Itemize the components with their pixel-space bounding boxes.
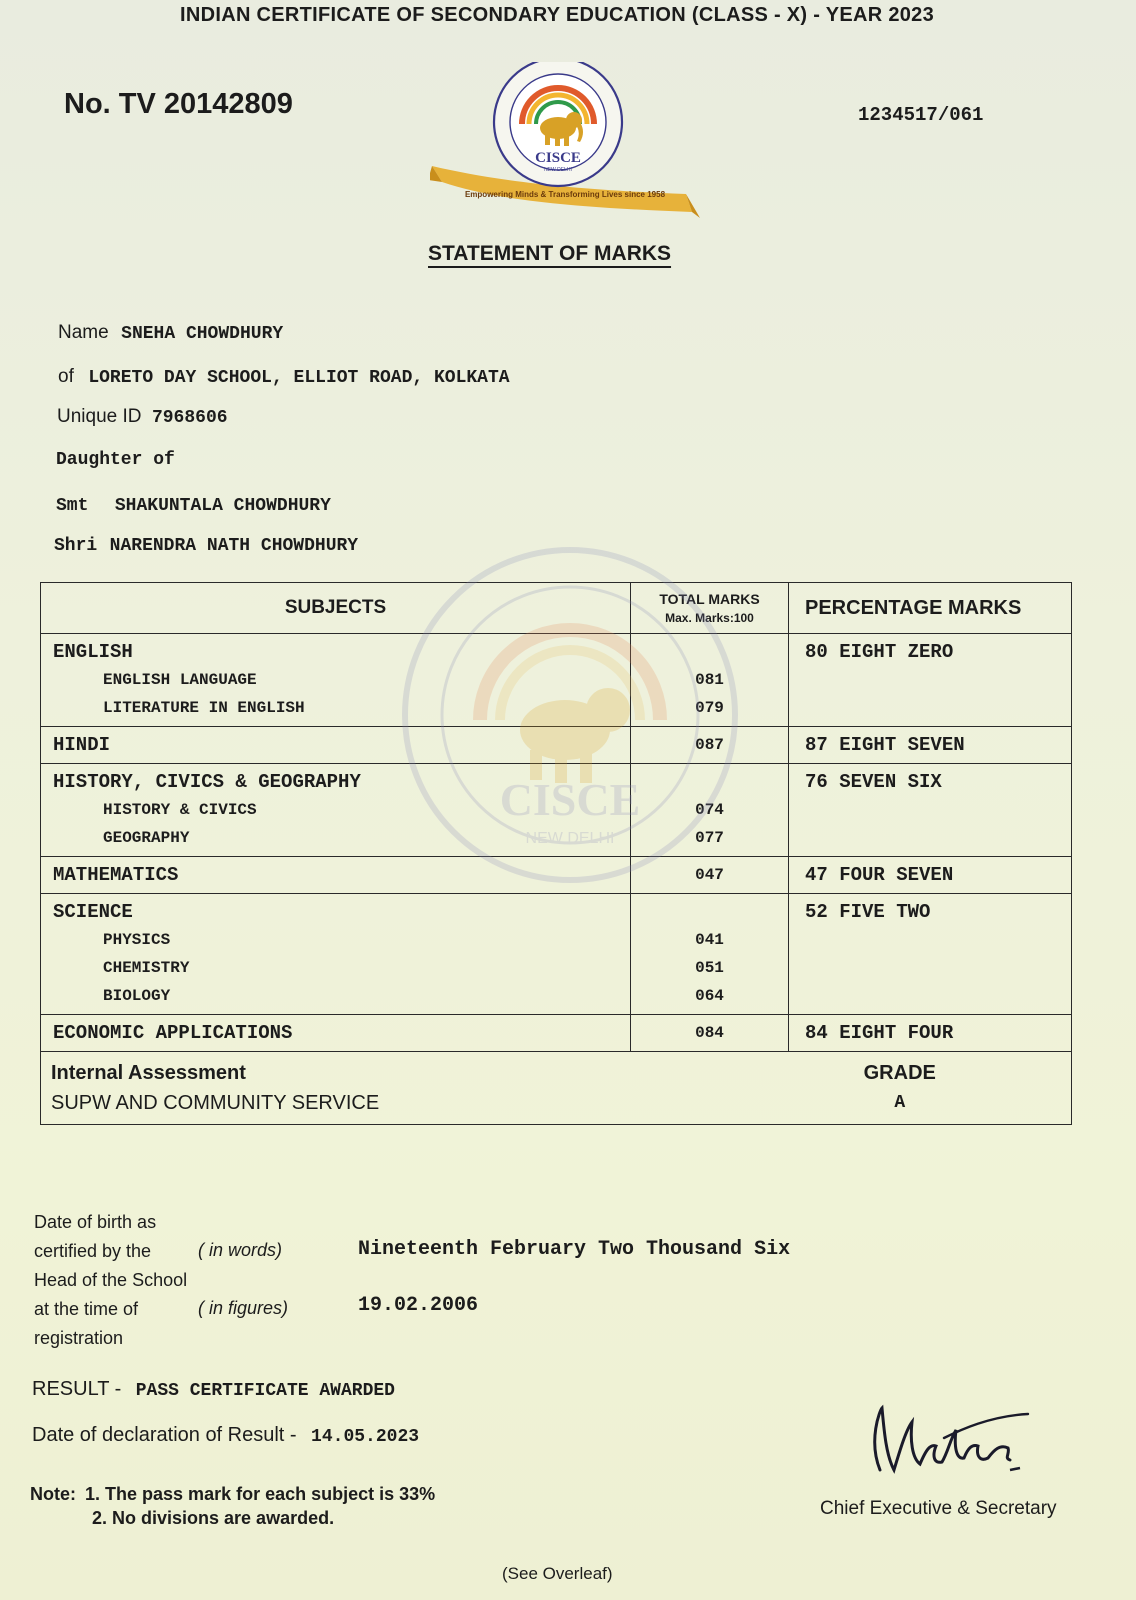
subject-name: SCIENCE <box>53 901 133 923</box>
elephant-icon <box>520 688 630 783</box>
declaration-row <box>32 1424 419 1447</box>
subject-part: ENGLISH LANGUAGE <box>103 671 257 689</box>
name-label: Name <box>58 322 109 343</box>
dob-figures: 19.02.2006 <box>358 1294 479 1317</box>
dob-words: Nineteenth February Two Thousand Six <box>358 1238 791 1261</box>
dob-label-line: certified by the <box>34 1241 152 1261</box>
subject-part: PHYSICS <box>103 931 171 949</box>
grade-label: GRADE <box>863 1062 936 1084</box>
subject-cell <box>41 1015 631 1052</box>
declaration-date: 14.05.2023 <box>311 1427 420 1447</box>
subject-name: ENGLISH <box>53 641 133 663</box>
certificate-number: No. TV 20142809 <box>64 88 293 120</box>
subject-marks: 084 <box>695 1024 724 1042</box>
part-marks: 077 <box>695 829 724 847</box>
signatory-title: Chief Executive & Secretary <box>820 1498 1057 1519</box>
total-marks-label: TOTAL MARKS <box>659 590 760 607</box>
subject-part: LITERATURE IN ENGLISH <box>103 699 305 717</box>
internal-assessment-row <box>41 1052 1072 1125</box>
subject-name: MATHEMATICS <box>53 864 179 886</box>
subject-name: HINDI <box>53 734 111 756</box>
part-marks: 064 <box>695 987 724 1005</box>
page-title: STATEMENT OF MARKS <box>428 242 672 265</box>
see-overleaf: (See Overleaf) <box>502 1564 613 1583</box>
marks-cell <box>631 1015 789 1052</box>
subject-cell <box>41 894 631 1015</box>
part-marks: 051 <box>695 959 724 977</box>
dob-label-line: Head of the School <box>34 1270 188 1290</box>
subject-marks: 047 <box>695 866 724 884</box>
watermark-city: NEW DELHI <box>525 830 615 847</box>
table-row <box>41 894 1072 1015</box>
reference-number: 1234517/061 <box>858 104 984 126</box>
dob-figures-hint: ( in figures) <box>198 1298 289 1318</box>
school-row <box>58 366 510 388</box>
notes-label: Note: <box>30 1484 76 1504</box>
mother-row <box>56 496 331 516</box>
percentage-cell: 80 EIGHT ZERO <box>789 634 1072 727</box>
dob-label-block <box>34 1208 187 1353</box>
relation-label: Daughter of <box>56 450 175 470</box>
marks-cell <box>631 894 789 1015</box>
subject-part: BIOLOGY <box>103 987 171 1005</box>
internal-assessment-item: SUPW AND COMMUNITY SERVICE <box>51 1092 380 1114</box>
school-name: LORETO DAY SCHOOL, ELLIOT ROAD, KOLKATA <box>88 368 510 388</box>
dob-label-line: registration <box>34 1328 124 1348</box>
grade-value: A <box>894 1093 906 1113</box>
subjects-header: SUBJECTS <box>41 583 631 634</box>
part-marks: 081 <box>695 671 724 689</box>
percentage-cell: 76 SEVEN SIX <box>789 764 1072 857</box>
note-item: 2. No divisions are awarded. <box>92 1508 335 1528</box>
subject-name: HISTORY, CIVICS & GEOGRAPHY <box>53 771 361 793</box>
percentage-cell: 87 EIGHT SEVEN <box>789 727 1072 764</box>
percentage-header: PERCENTAGE MARKS <box>789 583 1072 634</box>
dob-label-line: at the time of <box>34 1299 139 1319</box>
logo-motto: Empowering Minds & Transforming Lives since 1958 <box>464 190 666 199</box>
unique-id: 7968606 <box>151 408 228 428</box>
internal-assessment-title: Internal Assessment <box>51 1062 246 1084</box>
note-item: 1. The pass mark for each subject is 33% <box>85 1484 436 1504</box>
subject-part: CHEMISTRY <box>103 959 190 977</box>
logo-acronym: CISCE <box>535 150 581 166</box>
result-label: RESULT - <box>32 1378 122 1400</box>
father-prefix: Shri <box>54 536 98 556</box>
grade-cell <box>789 1052 1072 1125</box>
dob-label-line: Date of birth as <box>34 1212 157 1232</box>
subject-name: ECONOMIC APPLICATIONS <box>53 1022 293 1044</box>
father-name: NARENDRA NATH CHOWDHURY <box>109 536 359 556</box>
dob-words-hint: ( in words) <box>198 1240 283 1260</box>
cisce-watermark <box>390 545 750 885</box>
uid-row <box>57 406 228 428</box>
cisce-logo <box>430 62 700 232</box>
part-marks: 074 <box>695 801 724 819</box>
school-label: of <box>58 366 74 387</box>
part-marks: 041 <box>695 931 724 949</box>
board-line: INDIAN CERTIFICATE OF SECONDARY EDUCATION (CLASS - X) - YEAR 2023 <box>180 4 935 26</box>
declaration-label: Date of declaration of Result - <box>32 1424 297 1446</box>
subject-part: GEOGRAPHY <box>103 829 190 847</box>
table-row <box>41 1015 1072 1052</box>
subject-marks: 087 <box>695 736 724 754</box>
watermark-acronym: CISCE <box>499 774 641 825</box>
mother-prefix: Smt <box>56 496 89 516</box>
logo-city: NEW DELHI <box>544 167 572 173</box>
internal-assessment-cell <box>41 1052 789 1125</box>
subject-part: HISTORY & CIVICS <box>103 801 257 819</box>
max-marks-label: Max. Marks:100 <box>665 610 754 625</box>
percentage-cell: 84 EIGHT FOUR <box>789 1015 1072 1052</box>
result-row <box>32 1378 395 1401</box>
percentage-cell: 47 FOUR SEVEN <box>789 857 1072 894</box>
name-row <box>58 322 283 344</box>
result-value: PASS CERTIFICATE AWARDED <box>135 1381 395 1401</box>
part-marks: 079 <box>695 699 724 717</box>
candidate-name: SNEHA CHOWDHURY <box>121 324 284 344</box>
uid-label: Unique ID <box>57 406 142 427</box>
signature-image <box>860 1400 1040 1480</box>
father-row <box>54 536 358 556</box>
percentage-cell: 52 FIVE TWO <box>789 894 1072 1015</box>
notes-block <box>30 1484 435 1505</box>
mother-name: SHAKUNTALA CHOWDHURY <box>114 496 331 516</box>
